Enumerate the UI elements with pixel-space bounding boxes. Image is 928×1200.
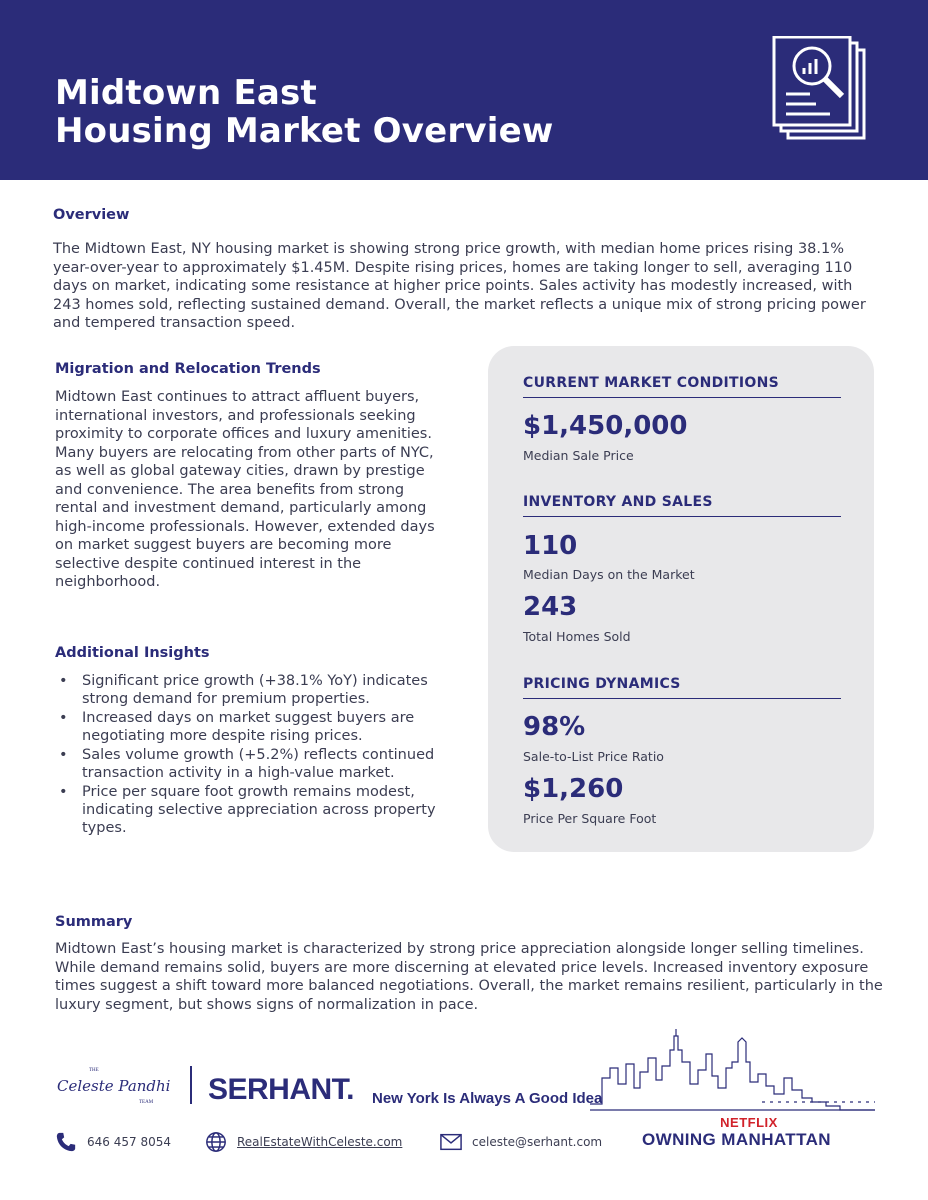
contact-phone[interactable] [55,1130,171,1154]
median-price-value: $1,450,000 [523,411,688,441]
tagline: New York Is Always A Good Idea [372,1090,603,1107]
footer-divider [190,1066,192,1104]
insights-heading: Additional Insights [55,645,210,661]
overview-heading: Overview [53,207,130,223]
summary-paragraph: Midtown East’s housing market is characterized by strong price appreciation alongside longer selling timelines. While demand remains solid, buyers are more discerning at elevated price levels. Increased inventory exposure times suggest a shift toward more balanced negotiations. Overall, the market remains resilient, particularly in the luxury segment, but shows signs of normalization in pace. [55,941,883,1013]
homes-sold-label: Total Homes Sold [523,629,631,644]
celeste-pandhi-team-logo [55,1063,185,1109]
market-stats-panel [488,346,874,852]
migration-heading: Migration and Relocation Trends [55,361,321,377]
homes-sold-value: 243 [523,592,578,622]
contact-website[interactable] [205,1130,402,1154]
serhant-logo: SERHANT. [208,1073,355,1106]
price-per-sqft-label: Price Per Square Foot [523,811,657,826]
insight-text: Price per square foot growth remains modest, indicating selective appreciation across property types. [82,784,436,836]
current-market-heading: CURRENT MARKET CONDITIONS [523,375,841,398]
owning-manhattan-logo: OWNING MANHATTAN [642,1130,831,1149]
team-label-text: TEAM [139,1100,154,1105]
days-on-market-value: 110 [523,531,578,561]
contact-email[interactable] [440,1130,602,1154]
price-per-sqft-value: $1,260 [523,774,624,804]
insight-text: Significant price growth (+38.1% YoY) indicates strong demand for premium properties. [82,673,428,707]
title-line-2: Housing Market Overview [55,111,554,151]
title-line-1: Midtown East [55,73,317,113]
phone-icon [55,1131,77,1153]
days-on-market-label: Median Days on the Market [523,567,695,582]
list-item: • Significant price growth (+38.1% YoY) indicates strong demand for premium properties. [59,673,428,707]
list-item: • Sales volume growth (+5.2%) reflects continued transaction activity in a high-value market. [59,747,435,781]
migration-paragraph: Midtown East continues to attract affluent buyers, international investors, and professionals seeking proximity to corporate offices and luxury amenities. Many buyers are relocating from other parts of NYC, as well as global gateway cities, drawn by prestige and convenience. The area benefits from strong rental and investment demand, particularly among high-income professionals. However, extended days on market suggest buyers are becoming more selective despite continued interest in the neighborhood. [55,389,435,590]
team-signature-text: Celeste Pandhi [57,1077,171,1095]
inventory-heading: INVENTORY AND SALES [523,494,841,517]
median-price-label: Median Sale Price [523,448,634,463]
pricing-dynamics-heading: PRICING DYNAMICS [523,676,841,699]
phone-number[interactable]: 646 457 8054 [87,1135,171,1149]
insights-list [55,672,440,838]
nyc-skyline-icon [590,1028,875,1118]
email-address[interactable]: celeste@serhant.com [472,1135,603,1149]
insight-text: Sales volume growth (+5.2%) reflects continued transaction activity in a high-value market. [82,747,435,781]
list-item: • Increased days on market suggest buyers are negotiating more despite rising prices. [59,710,415,744]
website-link[interactable]: RealEstateWithCeleste.com [237,1135,403,1149]
header-banner [0,0,928,180]
globe-icon [205,1131,227,1153]
envelope-icon [440,1133,462,1151]
sale-to-list-value: 98% [523,712,586,742]
insight-text: Increased days on market suggest buyers are negotiating more despite rising prices. [82,710,415,744]
page-title [55,74,553,150]
report-magnifier-icon [770,36,880,146]
netflix-logo: NETFLIX [720,1115,778,1130]
summary-heading: Summary [55,914,133,930]
list-item: • Price per square foot growth remains modest, indicating selective appreciation across property types. [59,784,436,836]
overview-paragraph: The Midtown East, NY housing market is showing strong price growth, with median home prices rising 38.1% year-over-year to approximately $1.45M. Despite rising prices, homes are taking longer to sell, averaging 110 days on market, indicating some resistance at higher price points. Sales activity has modestly increased, with 243 homes sold, reflecting sustained demand. Overall, the market reflects a unique mix of strong pricing power and tempered transaction speed. [53,241,866,331]
team-the-text: THE [89,1068,99,1073]
sale-to-list-label: Sale-to-List Price Ratio [523,749,664,764]
